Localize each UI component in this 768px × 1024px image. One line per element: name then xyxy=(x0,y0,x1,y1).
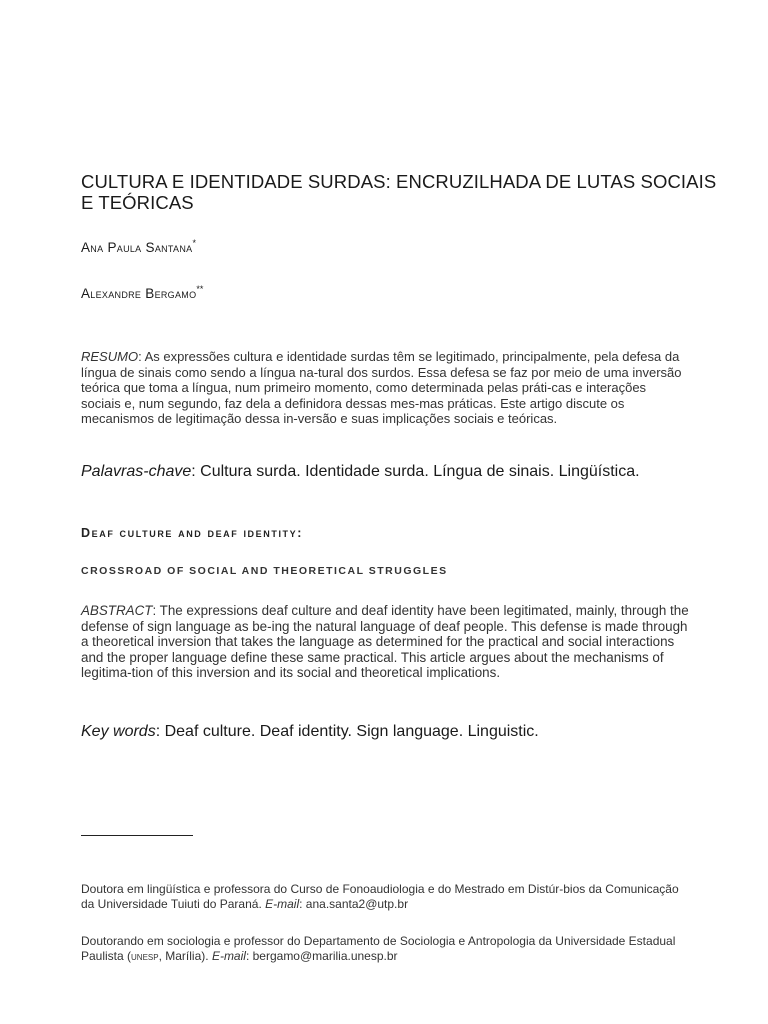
footnote-2-unesp: unesp xyxy=(131,951,159,963)
palavras-chave-text: : Cultura surda. Identidade surda. Língua de sinais. Lingüística. xyxy=(191,463,640,480)
resumo-paragraph xyxy=(81,349,687,427)
footnote-2-email: : bergamo@marilia.unesp.br xyxy=(245,949,398,963)
author-2-footnote-mark: ** xyxy=(196,284,204,294)
footnote-1-text: Doutora em lingüística e professora do Curso de Fonoaudiologia e do Mestrado em Distúr-bios da Comunicação da Universidade Tuiuti do Paraná. xyxy=(81,882,679,911)
footnote-2-text-after: , Marília). xyxy=(158,949,212,963)
key-words-text: : Deaf culture. Deaf identity. Sign language. Linguistic. xyxy=(155,723,539,740)
article-title: CULTURA E IDENTIDADE SURDAS: ENCRUZILHADA DE LUTAS SOCIAIS E TEÓRICAS xyxy=(81,171,717,213)
english-title: Deaf culture and deaf identity: xyxy=(81,526,304,540)
author-2-name: Alexandre Bergamo xyxy=(81,286,197,301)
author-2 xyxy=(81,284,203,301)
resumo-text: : As expressões cultura e identidade surdas têm se legitimado, principalmente, pela defesa da língua de sinais como sendo a língua na-tural dos surdos. Essa defesa se faz por meio de uma inversão teórica que toma a língua, num primeiro momento, como determinada pelas práti-cas e interações sociais e, num segundo, faz dela a definidora dessas mes-mas práticas. Este artigo discute os mecanismos de legitimação dessa in-versão e suas implicações sociais e teóricas. xyxy=(81,349,682,427)
abstract-paragraph xyxy=(81,603,691,681)
footnote-1 xyxy=(81,882,681,912)
key-words-label: Key words xyxy=(81,723,156,740)
footnote-1-email-label: E-mail xyxy=(265,897,300,911)
english-subtitle: CROSSROAD OF SOCIAL AND THEORETICAL STRUGGLES xyxy=(81,565,448,577)
abstract-text: : The expressions deaf culture and deaf identity have been legitimated, mainly, through the defense of sign language as be-ing the natural language of deaf people. This defense is made through a theoretical inversion that takes the language as determined for the practical and social interactions and the proper language define these same practical. This article argues about the mechanisms of legitima-tion of this inversion and its social and theoretical implications. xyxy=(81,603,689,681)
footnote-divider xyxy=(81,835,193,836)
key-words xyxy=(81,722,701,742)
author-1-footnote-mark: * xyxy=(192,238,196,248)
author-1 xyxy=(81,238,196,255)
palavras-chave xyxy=(81,462,701,482)
footnote-2 xyxy=(81,934,681,965)
footnote-2-text-before: Doutorando em sociologia e professor do Departamento de Sociologia e Antropologia da Universidade Estadual Paulista ( xyxy=(81,934,676,963)
footnote-1-email: : ana.santa2@utp.br xyxy=(299,897,409,911)
palavras-chave-label: Palavras-chave xyxy=(81,463,192,480)
resumo-label: RESUMO xyxy=(81,349,139,364)
author-1-name: Ana Paula Santana xyxy=(81,240,193,255)
abstract-label: ABSTRACT xyxy=(81,603,153,618)
footnote-2-email-label: E-mail xyxy=(211,949,246,963)
